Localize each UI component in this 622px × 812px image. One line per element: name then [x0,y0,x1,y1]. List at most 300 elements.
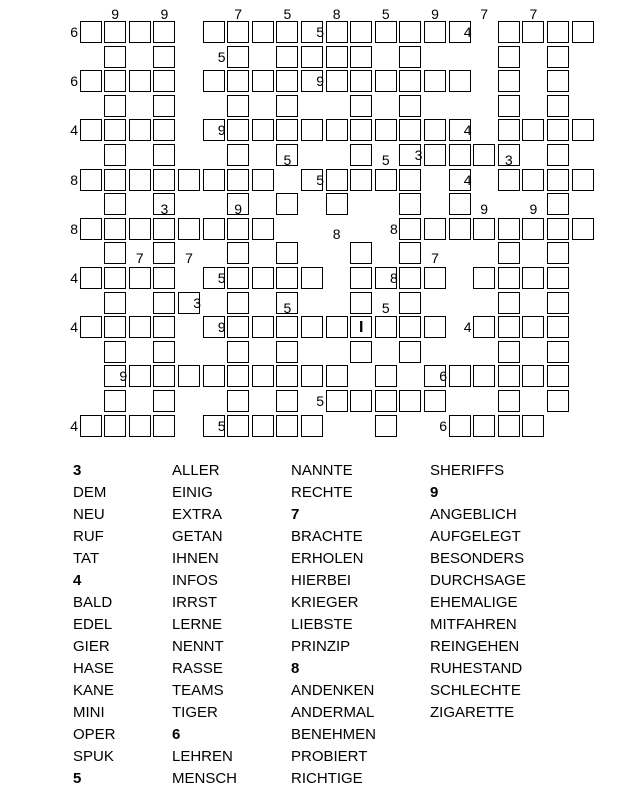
grid-cell[interactable] [375,21,397,43]
grid-cell[interactable] [104,95,126,117]
grid-cell[interactable] [227,365,249,387]
grid-cell[interactable] [326,119,348,141]
grid-cell[interactable] [227,144,249,166]
grid-cell[interactable] [129,267,151,289]
grid-cell[interactable] [547,169,569,191]
grid-cell[interactable] [473,218,495,240]
grid-cell[interactable] [252,365,274,387]
grid-cell[interactable] [350,169,372,191]
grid-cell[interactable] [153,415,175,437]
clue-number: 9 [217,319,226,336]
word-entry: NEU [73,506,105,523]
grid-cell[interactable] [424,316,446,338]
grid-cell[interactable] [129,218,151,240]
grid-cell[interactable] [276,390,298,412]
word-entry: BENEHMEN [291,726,377,743]
grid-cell[interactable] [276,316,298,338]
column-clue-number: 5 [381,6,390,22]
grid-cell[interactable] [227,169,249,191]
grid-cell[interactable] [547,193,569,215]
grid-cell[interactable] [399,267,421,289]
word-entry: RUHESTAND [430,660,523,677]
grid-cell[interactable] [227,341,249,363]
grid-cell[interactable] [424,70,446,92]
grid-cell[interactable] [350,390,372,412]
grid-cell[interactable] [498,390,520,412]
word-entry: EXTRA [172,506,223,523]
grid-cell[interactable] [227,95,249,117]
clue-number: 4 [463,319,472,336]
grid-cell[interactable] [498,21,520,43]
word-entry: MENSCH [172,770,238,787]
grid-cell[interactable] [203,169,225,191]
grid-cell[interactable] [350,242,372,264]
grid-cell[interactable] [153,390,175,412]
grid-cell[interactable] [498,218,520,240]
grid-cell[interactable] [104,218,126,240]
grid-cell[interactable] [301,365,323,387]
word-entry: BESONDERS [430,550,525,567]
clue-number: 5 [283,299,292,316]
grid-cell[interactable] [276,193,298,215]
word-entry: TIGER [172,704,218,721]
grid-cell[interactable] [276,242,298,264]
word-entry: SPUK [73,748,114,765]
grid-cell[interactable] [153,46,175,68]
grid-cell[interactable] [547,21,569,43]
grid-cell[interactable] [203,21,225,43]
grid-cell[interactable] [326,70,348,92]
word-entry: EINIG [172,484,213,501]
grid-cell[interactable] [375,390,397,412]
grid-cell[interactable] [424,267,446,289]
grid-cell[interactable] [252,267,274,289]
grid-cell[interactable] [498,415,520,437]
grid-cell[interactable] [350,316,372,338]
word-entry: RUF [73,528,104,545]
clue-number: 8 [70,171,78,188]
grid-cell[interactable] [227,390,249,412]
grid-cell[interactable] [399,70,421,92]
word-entry: REINGEHEN [430,638,520,655]
grid-cell[interactable] [498,46,520,68]
word-entry: BALD [73,594,113,611]
word-entry: RECHTE [291,484,353,501]
grid-cell[interactable] [350,119,372,141]
clue-number: 4 [70,122,78,139]
grid-cell[interactable] [350,292,372,314]
grid-cell[interactable] [498,119,520,141]
grid-cell[interactable] [129,415,151,437]
grid-cell[interactable] [104,415,126,437]
word-entry: DURCHSAGE [430,572,526,589]
word-entry: HIERBEI [291,572,352,589]
grid-cell[interactable] [276,95,298,117]
grid-cell[interactable] [399,46,421,68]
grid-cell[interactable] [227,21,249,43]
clue-number: 6 [439,368,447,385]
grid-cell[interactable] [129,316,151,338]
grid-cell[interactable] [399,242,421,264]
word-entry: EDEL [73,616,113,633]
clue-number: 3 [160,201,169,218]
clue-number: 5 [283,152,292,168]
grid-cell[interactable] [153,341,175,363]
grid-cell[interactable] [80,119,102,141]
grid-cell[interactable] [153,267,175,289]
word-entry: PROBIERT [291,748,368,765]
grid-cell[interactable] [301,267,323,289]
clue-number: 3 [504,152,513,168]
grid-cell[interactable] [104,242,126,264]
word-entry: EHEMALIGE [430,594,518,611]
grid-cell[interactable] [449,218,471,240]
grid-cell[interactable] [350,70,372,92]
grid-cell[interactable] [449,415,471,437]
grid-cell[interactable] [80,70,102,92]
grid-cell[interactable] [449,193,471,215]
word-entry: AUFGELEGT [430,528,521,545]
word-length-heading: 7 [291,506,300,523]
clue-number: 4 [463,24,472,40]
word-entry: ANDENKEN [291,682,375,699]
clue-number: 6 [70,24,78,40]
word-entry: ZIGARETTE [430,704,515,721]
grid-cell[interactable] [522,218,544,240]
grid-cell[interactable] [301,46,323,68]
word-entry: SCHLECHTE [430,682,521,699]
word-column-4 [430,460,580,724]
grid-cell[interactable] [350,21,372,43]
grid-cell[interactable] [375,70,397,92]
word-length-heading: 6 [172,726,181,743]
grid-cell[interactable] [326,21,348,43]
grid-cell[interactable] [498,95,520,117]
grid-cell[interactable] [326,316,348,338]
grid-cell[interactable] [276,21,298,43]
grid-cell[interactable] [227,316,249,338]
grid-cell[interactable] [547,292,569,314]
grid-cell[interactable] [104,193,126,215]
grid-cell[interactable] [375,119,397,141]
grid-cell[interactable] [350,46,372,68]
grid-cell[interactable] [473,144,495,166]
word-entry: ANGEBLICH [430,506,517,523]
grid-cell[interactable] [498,316,520,338]
clue-number: 5 [381,152,390,168]
grid-cell[interactable] [80,21,102,43]
grid-cell[interactable] [252,316,274,338]
word-entry: ALLER [172,462,220,479]
grid-cell[interactable] [375,316,397,338]
grid-cell[interactable] [153,242,175,264]
grid-cell[interactable] [153,316,175,338]
grid-cell[interactable] [375,415,397,437]
clue-number: 9 [234,201,243,218]
word-entry: RASSE [172,660,223,677]
word-length-heading: 8 [291,660,300,677]
grid-cell[interactable] [80,267,102,289]
clue-number: 3 [414,147,423,163]
clue-number: 4 [70,270,78,286]
grid-cell[interactable] [178,365,200,387]
grid-cell[interactable] [498,292,520,314]
word-entry: MINI [73,704,105,721]
grid-cell[interactable] [547,46,569,68]
grid-cell[interactable] [350,144,372,166]
grid-cell[interactable] [104,169,126,191]
grid-cell[interactable] [498,365,520,387]
word-list [0,460,622,805]
grid-cell[interactable] [178,169,200,191]
grid-cell[interactable] [399,341,421,363]
grid-cell[interactable] [129,169,151,191]
grid-cell[interactable] [276,267,298,289]
word-entry: SHERIFFS [430,462,505,479]
grid-cell[interactable] [522,21,544,43]
word-entry: TEAMS [172,682,224,699]
grid-cell[interactable] [473,365,495,387]
grid-cell[interactable] [399,316,421,338]
grid-cell[interactable] [252,21,274,43]
clue-number: 8 [390,220,398,237]
grid-cell[interactable] [129,119,151,141]
clue-number: 5 [316,171,324,188]
grid-cell[interactable] [399,95,421,117]
grid-cell[interactable] [572,21,594,43]
grid-cell[interactable] [153,218,175,240]
grid-cell[interactable] [153,365,175,387]
grid-cell[interactable] [276,70,298,92]
word-column-3 [291,460,441,790]
grid-cell[interactable] [276,365,298,387]
grid-cell[interactable] [129,70,151,92]
column-clue-number: 7 [234,6,243,22]
clue-number: 8 [390,270,398,286]
grid-cell[interactable] [203,365,225,387]
word-entry: NANNTE [291,462,353,479]
grid-cell[interactable] [399,292,421,314]
column-clue-number: 5 [283,6,292,22]
grid-cell[interactable] [375,365,397,387]
word-entry: MITFAHREN [430,616,517,633]
word-entry: GETAN [172,528,223,545]
grid-cell[interactable] [522,119,544,141]
grid-cell[interactable] [153,144,175,166]
grid-cell[interactable] [252,218,274,240]
word-length-heading: 4 [73,572,82,589]
grid-cell[interactable] [399,390,421,412]
grid-cell[interactable] [80,316,102,338]
grid-cell[interactable] [375,169,397,191]
grid-cell[interactable] [473,415,495,437]
word-entry: DEM [73,484,107,501]
grid-cell[interactable] [547,95,569,117]
clue-number: 4 [463,122,472,139]
grid-cell[interactable] [153,292,175,314]
grid-cell[interactable] [301,316,323,338]
grid-cell[interactable] [104,70,126,92]
grid-cell[interactable] [227,267,249,289]
grid-cell[interactable] [153,169,175,191]
grid-cell[interactable] [104,119,126,141]
grid-cell[interactable] [547,218,569,240]
grid-cell[interactable] [276,119,298,141]
grid-cell[interactable] [227,70,249,92]
grid-cell[interactable] [153,95,175,117]
word-length-heading: 9 [430,484,439,501]
grid-cell[interactable] [424,144,446,166]
grid-cell[interactable] [399,21,421,43]
grid-cell[interactable] [547,242,569,264]
grid-cell[interactable] [252,119,274,141]
clue-number: 5 [217,48,226,65]
clue-number: 9 [119,368,128,385]
grid-cell[interactable] [104,390,126,412]
grid-cell[interactable] [449,365,471,387]
grid-cell[interactable] [399,193,421,215]
grid-cell[interactable] [498,267,520,289]
word-entry: OPER [73,726,116,743]
grid-cell[interactable] [498,70,520,92]
grid-cell[interactable] [572,169,594,191]
clue-number: 9 [217,122,226,139]
grid-cell[interactable] [153,70,175,92]
grid-cell[interactable] [547,390,569,412]
grid-cell[interactable] [399,218,421,240]
grid-cell[interactable] [572,218,594,240]
grid-cell[interactable] [424,218,446,240]
grid-cell[interactable] [80,218,102,240]
grid-cell[interactable] [350,267,372,289]
grid-cell[interactable] [522,415,544,437]
grid-cell[interactable] [424,390,446,412]
word-entry: LEHREN [172,748,233,765]
grid-cell[interactable] [104,292,126,314]
clue-number: 9 [529,201,538,218]
grid-cell[interactable] [522,267,544,289]
grid-cell[interactable] [203,70,225,92]
grid-cell[interactable] [473,267,495,289]
grid-cell[interactable] [498,169,520,191]
grid-cell[interactable] [498,242,520,264]
grid-cell[interactable] [227,119,249,141]
grid-cell[interactable] [547,316,569,338]
grid-cell[interactable] [547,341,569,363]
grid-cell[interactable] [326,365,348,387]
column-clue-number: 7 [529,6,538,22]
grid-cell[interactable] [104,341,126,363]
grid-cell[interactable] [227,292,249,314]
grid-cell[interactable] [326,169,348,191]
grid-cell[interactable] [153,21,175,43]
grid-cell[interactable] [326,390,348,412]
grid-cell[interactable] [104,316,126,338]
grid-cell[interactable] [449,144,471,166]
column-clue-number: 9 [111,6,120,22]
grid-cell[interactable] [522,169,544,191]
grid-cell[interactable] [326,46,348,68]
word-entry: RICHTIGE [291,770,363,787]
cell-letter: I [358,319,364,337]
grid-cell[interactable] [227,415,249,437]
word-entry: GIER [73,638,110,655]
grid-cell[interactable] [424,21,446,43]
grid-cell[interactable] [104,21,126,43]
clue-number: 9 [316,73,324,90]
grid-cell[interactable] [399,169,421,191]
clue-number: 6 [70,73,78,90]
clue-number: 3 [193,294,201,311]
grid-cell[interactable] [547,365,569,387]
column-clue-number: 9 [160,6,169,22]
grid-cell[interactable] [153,119,175,141]
column-clue-number: 9 [431,6,439,22]
grid-cell[interactable] [227,242,249,264]
grid-cell[interactable] [104,144,126,166]
grid-cell[interactable] [252,415,274,437]
grid-cell[interactable] [572,119,594,141]
grid-cell[interactable] [350,95,372,117]
clue-number: 6 [439,417,447,434]
grid-cell[interactable] [252,70,274,92]
clue-number: 7 [431,250,439,267]
grid-cell[interactable] [178,218,200,240]
grid-cell[interactable] [276,415,298,437]
clue-number: 7 [135,250,144,267]
grid-cell[interactable] [301,415,323,437]
grid-cell[interactable] [547,70,569,92]
grid-cell[interactable] [547,119,569,141]
grid-cell[interactable] [203,218,225,240]
clue-number: 4 [70,319,78,336]
grid-cell[interactable] [522,316,544,338]
grid-cell[interactable] [80,415,102,437]
clue-number: 4 [70,417,78,434]
word-entry: HASE [73,660,114,677]
grid-cell[interactable] [547,144,569,166]
word-entry: PRINZIP [291,638,351,655]
grid-cell[interactable] [129,21,151,43]
grid-cell[interactable] [547,267,569,289]
grid-cell[interactable] [449,70,471,92]
grid-cell[interactable] [104,267,126,289]
grid-cell[interactable] [326,193,348,215]
word-entry: TAT [73,550,100,567]
grid-cell[interactable] [252,169,274,191]
grid-cell[interactable] [522,365,544,387]
column-clue-number: 8 [332,6,341,22]
grid-cell[interactable] [301,119,323,141]
clue-number: 5 [217,270,226,286]
grid-cell[interactable] [276,46,298,68]
word-entry: KANE [73,682,114,699]
grid-cell[interactable] [498,341,520,363]
grid-cell[interactable] [399,119,421,141]
grid-cell[interactable] [350,341,372,363]
grid-cell[interactable] [129,365,151,387]
grid-cell[interactable] [227,46,249,68]
grid-cell[interactable] [424,119,446,141]
grid-cell[interactable] [227,218,249,240]
clue-number: 8 [332,225,341,242]
word-entry: IHNEN [172,550,219,567]
grid-cell[interactable] [473,316,495,338]
grid-cell[interactable] [276,341,298,363]
grid-cell[interactable] [104,46,126,68]
word-entry: ERHOLEN [291,550,364,567]
grid-cell[interactable] [80,169,102,191]
